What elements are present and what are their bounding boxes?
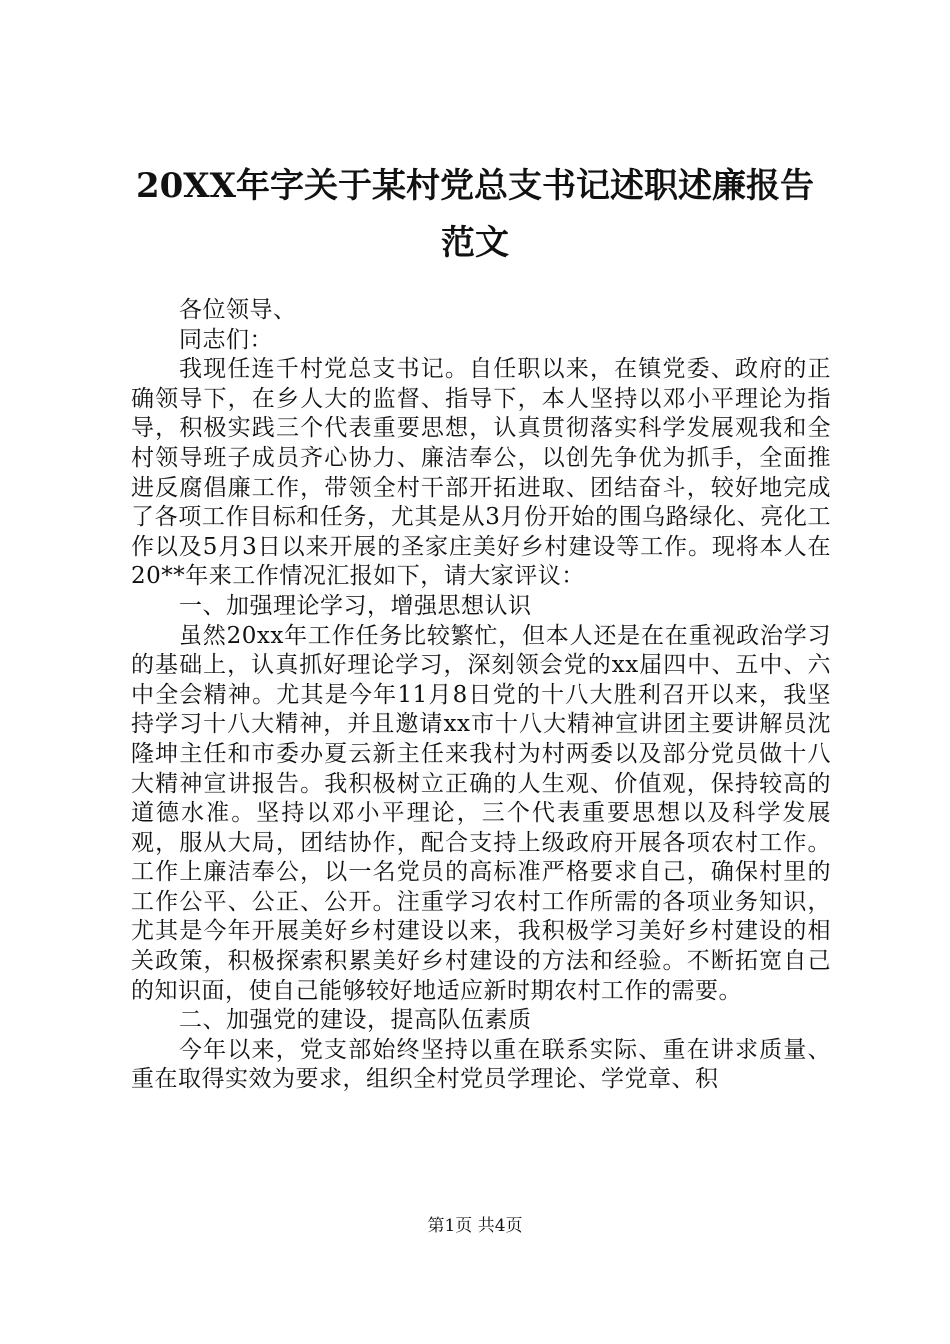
document-body [131, 296, 831, 1095]
paragraph-intro: 我现任连千村党总支书记。自任职以来，在镇党委、政府的正确领导下，在乡人大的监督、指导下，本人坚持以邓小平理论为指导，积极实践三个代表重要思想，认真贯彻落实科学发展观我和全村领导班子成员齐心协力、廉洁奉公，以创先争优为抓手，全面推进反腐倡廉工作，带领全村干部开拓进取、团结奋斗，较好地完成了各项工作目标和任务，尤其是从3月份开始的围乌路绿化、亮化工作以及5月3日以来开展的圣家庄美好乡村建设等工作。现将本人在20**年来工作情况汇报如下，请大家评议： [131, 356, 831, 590]
paragraph-section-2: 今年以来，党支部始终坚持以重在联系实际、重在讲求质量、重在取得实效为要求，组织全村党员学理论、学党章、积 [131, 1036, 831, 1093]
salutation-comrades: 同志们： [179, 326, 273, 353]
document-title-line-1: 20XX年字关于某村党总支书记述职述廉报告 [135, 166, 815, 206]
section-heading-2: 二、加强党的建设，提高队伍素质 [179, 1007, 532, 1034]
salutation-leaders: 各位领导、 [179, 297, 297, 323]
page-number: 第1页 共4页 [427, 1216, 523, 1236]
section-heading-1: 一、加强理论学习，增强思想认识 [179, 592, 532, 619]
paragraph-section-1: 虽然20xx年工作任务比较繁忙，但本人还是在在重视政治学习的基础上，认真抓好理论学习，深刻领会党的xx届四中、五中、六中全会精神。尤其是今年11月8日党的十八大胜利召开以来，我坚持学习十八大精神，并且邀请xx市十八大精神宣讲团主要讲解员沈隆坤主任和市委办夏云新主任来我村为村两委以及部分党员做十八大精神宣讲报告。我积极树立正确的人生观、价值观，保持较高的道德水准。坚持以邓小平理论，三个代表重要思想以及科学发展观，服从大局，团结协作，配合支持上级政府开展各项农村工作。工作上廉洁奉公，以一名党员的高标准严格要求自己，确保村里的工作公平、公正、公开。注重学习农村工作所需的各项业务知识，尤其是今年开展美好乡村建设以来，我积极学习美好乡村建设的相关政策，积极探索积累美好乡村建设的方法和经验。不断拓宽自己的知识面，使自己能够较好地适应新时期农村工作的需要。 [131, 622, 831, 1004]
document-title-line-2: 范文 [441, 223, 509, 263]
